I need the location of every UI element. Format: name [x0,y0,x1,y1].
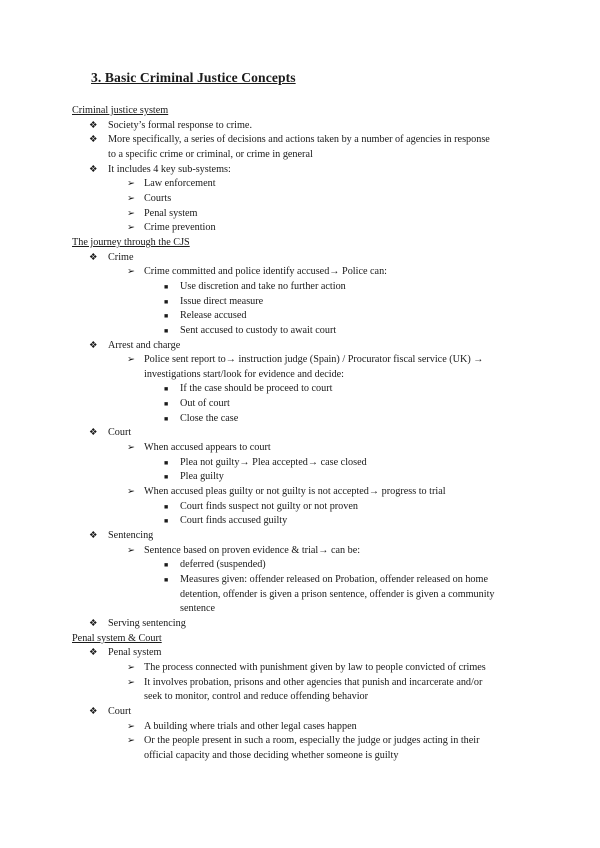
list-item-level-2 [72,734,532,749]
line-text: detention, offender is given a prison sentence, offender is given a community [180,588,495,600]
bullet-icon: ➢ [127,736,135,747]
section-heading [72,104,532,119]
list-item-level-3 [72,397,532,412]
bullet-icon: ❖ [89,618,98,629]
list-item-level-1 [72,529,532,544]
bullet-icon: ➢ [127,193,135,204]
line-text: Sent accused to custody to await court [180,324,337,336]
list-item-level-3 [72,514,532,529]
bullet-icon: ❖ [89,531,98,542]
line-text: Issue direct measure [180,295,264,307]
bullet-icon: ■ [164,385,169,394]
bullet-icon: ❖ [89,164,98,175]
line-text: Release accused [180,310,247,322]
bullet-icon: ■ [164,561,169,570]
bullet-icon: ➢ [127,355,135,366]
line-text: Close the case [180,412,239,424]
bullet-icon: ■ [164,502,169,511]
document-body [72,104,532,764]
list-item-level-3 [72,309,532,324]
list-item-continuation [72,368,532,383]
bullet-icon: ❖ [89,648,98,659]
list-item-continuation [72,148,532,163]
bullet-icon: ➢ [127,223,135,234]
line-text: investigations start/look for evidence and decide: [144,368,345,380]
line-text: When accused appears to court [144,442,271,454]
list-item-level-1 [72,251,532,266]
bullet-icon: ■ [164,282,169,291]
list-item-level-2 [72,177,532,192]
bullet-icon: ➢ [127,443,135,454]
list-item-level-2 [72,544,532,559]
line-text: When accused pleas guilty or not guilty is not accepted→ progress to trial [144,486,446,498]
line-text: Penal system [108,647,162,659]
list-item-level-2 [72,676,532,691]
list-item-level-3 [72,470,532,485]
bullet-icon: ➢ [127,267,135,278]
line-text: It involves probation, prisons and other agencies that punish and incarcerate and/or [144,676,483,688]
bullet-icon: ➢ [127,179,135,190]
bullet-icon: ■ [164,414,169,423]
list-item-level-3 [72,558,532,573]
bullet-icon: ➢ [127,487,135,498]
list-item-level-3 [72,295,532,310]
bullet-icon: ➢ [127,677,135,688]
line-text: Court finds accused guilty [180,515,288,527]
line-text: Crime [108,251,134,263]
list-item-level-3 [72,324,532,339]
list-item-level-1 [72,163,532,178]
list-item-continuation [72,588,532,603]
line-text: Court [108,427,132,439]
list-item-level-1 [72,617,532,632]
list-item-level-3 [72,500,532,515]
list-item-level-3 [72,382,532,397]
line-text: Crime prevention [144,222,216,234]
bullet-icon: ■ [164,297,169,306]
list-item-level-1 [72,133,532,148]
bullet-icon: ■ [164,473,169,482]
list-item-level-1 [72,426,532,441]
line-text: deferred (suspended) [180,559,266,571]
list-item-level-1 [72,119,532,134]
section-heading [72,632,532,647]
list-item-level-1 [72,339,532,354]
line-text: Society’s formal response to crime. [108,119,253,131]
line-text: to a specific crime or criminal, or crime in general [108,148,313,160]
bullet-icon: ❖ [89,252,98,263]
list-item-level-3 [72,280,532,295]
list-item-level-2 [72,353,532,368]
line-text: The process connected with punishment given by law to people convicted of crimes [144,661,486,673]
bullet-icon: ❖ [89,340,98,351]
line-text: A building where trials and other legal cases happen [144,720,357,732]
list-item-level-3 [72,573,532,588]
line-text: Court finds suspect not guilty or not proven [180,500,358,512]
line-text: official capacity and those deciding whether someone is guilty [144,749,399,761]
bullet-icon: ■ [164,458,169,467]
list-item-level-2 [72,192,532,207]
line-text: Sentencing [108,530,154,542]
page-title: 3. Basic Criminal Justice Concepts [91,70,296,85]
line-text: Use discretion and take no further action [180,280,346,292]
bullet-icon: ■ [164,517,169,526]
bullet-icon: ➢ [127,208,135,219]
list-item-level-2 [72,265,532,280]
line-text: Court [108,705,132,717]
line-text: Or the people present in such a room, especially the judge or judges acting in their [144,735,480,747]
line-text: Courts [144,192,172,204]
bullet-icon: ➢ [127,721,135,732]
bullet-icon: ❖ [89,428,98,439]
list-item-level-2 [72,661,532,676]
bullet-icon: ➢ [127,662,135,673]
list-item-level-2 [72,221,532,236]
line-text: Arrest and charge [108,339,181,351]
section-heading [72,236,532,251]
line-text: Plea guilty [180,471,224,483]
list-item-level-2 [72,207,532,222]
line-text: Out of court [180,398,230,410]
line-text: Plea not guilty→ Plea accepted→ case closed [180,456,367,468]
line-text: Law enforcement [144,178,216,190]
list-item-level-2 [72,441,532,456]
list-item-continuation [72,602,532,617]
line-text: Sentence based on proven evidence & trial→ can be: [144,544,361,556]
list-item-level-2 [72,485,532,500]
bullet-icon: ■ [164,326,169,335]
line-text: The journey through the CJS [72,236,190,248]
list-item-continuation [72,690,532,705]
bullet-icon: ■ [164,576,169,584]
line-text: Measures given: offender released on Probation, offender released on home [180,574,488,585]
line-text: Penal system [144,207,198,219]
list-item-level-1 [72,646,532,661]
line-text: Police sent report to→ instruction judge (Spain) / Procurator fiscal service (UK) → [144,354,484,366]
list-item-level-2 [72,720,532,735]
bullet-icon: ➢ [127,545,135,556]
list-item-level-3 [72,456,532,471]
line-text: If the case should be proceed to court [180,383,333,395]
line-text: Penal system & Court [72,632,162,644]
line-text: Serving sentencing [108,617,186,629]
line-text: It includes 4 key sub-systems: [108,163,231,175]
bullet-icon: ■ [164,312,169,321]
line-text: seek to monitor, control and reduce offending behavior [144,691,369,703]
bullet-icon: ■ [164,400,169,409]
line-text: Criminal justice system [72,105,169,116]
line-text: Crime committed and police identify accused→ Police can: [144,266,388,278]
list-item-level-1 [72,705,532,720]
bullet-icon: ❖ [89,135,98,146]
line-text: sentence [180,603,216,615]
list-item-level-3 [72,412,532,427]
bullet-icon: ❖ [89,706,98,717]
bullet-icon: ❖ [89,120,98,131]
list-item-continuation [72,749,532,764]
line-text: More specifically, a series of decisions and actions taken by a number of agencies in response [108,134,490,146]
